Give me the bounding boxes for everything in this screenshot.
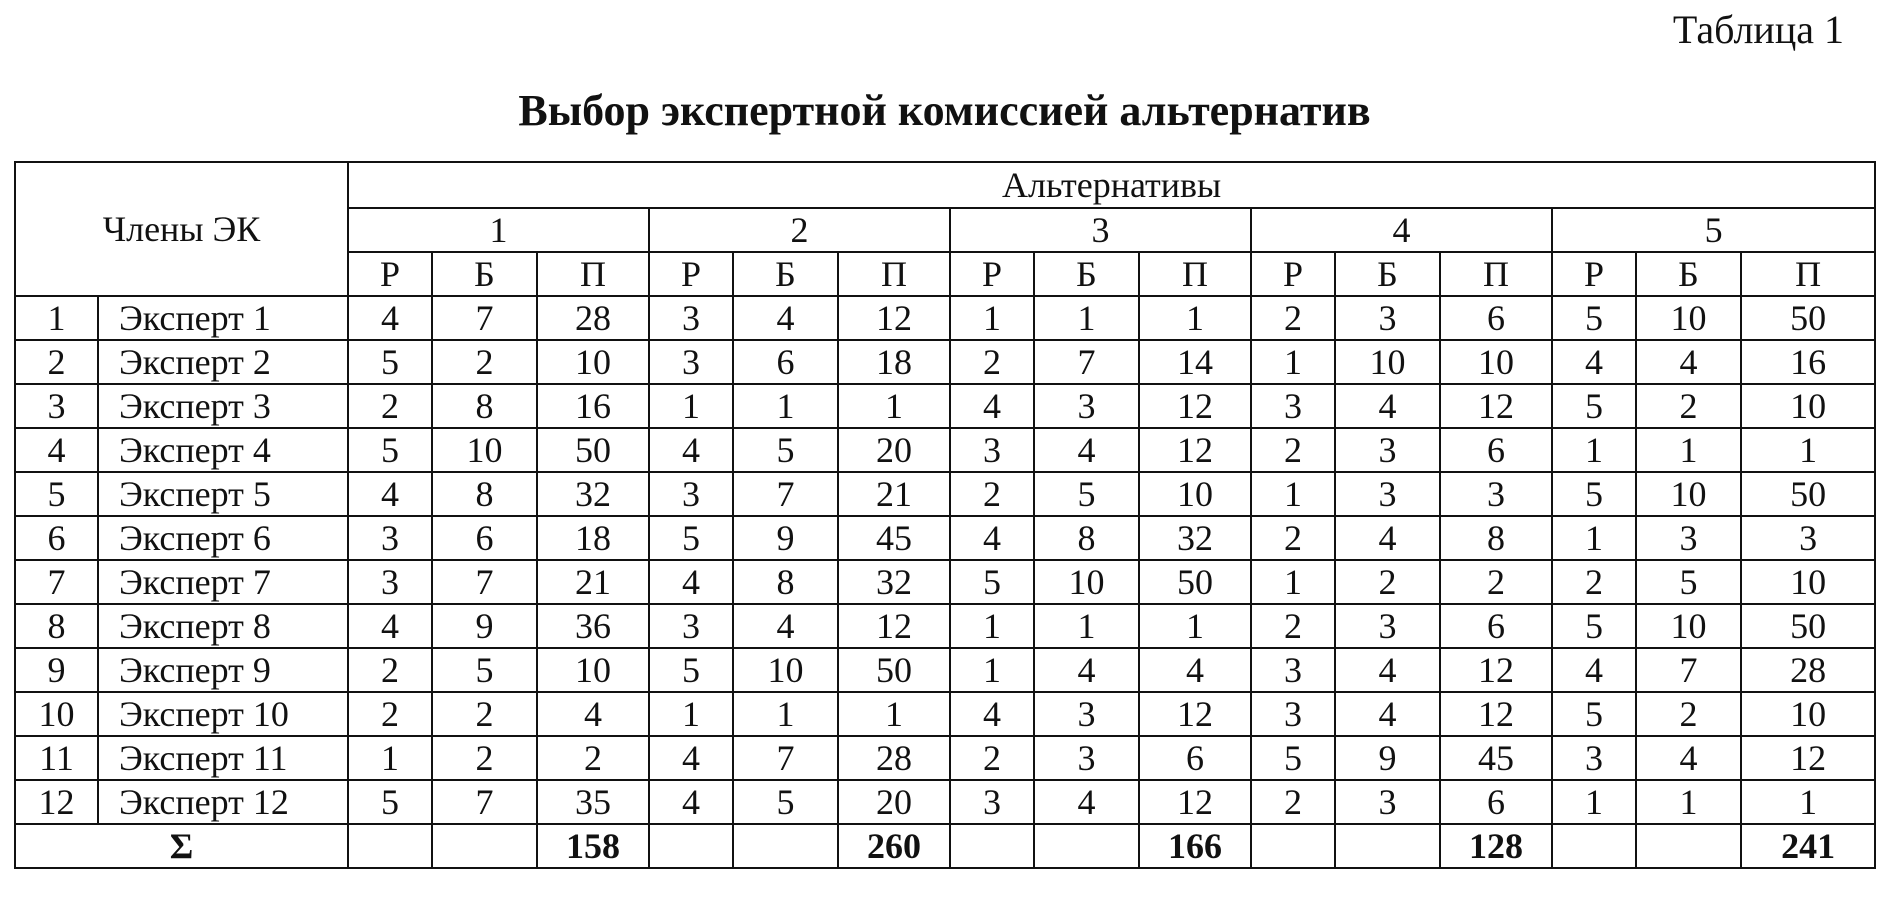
sum-total-cell: 166 [1139, 824, 1251, 868]
value-cell: 8 [1440, 516, 1552, 560]
value-cell: 10 [1636, 604, 1741, 648]
value-cell: 4 [1335, 692, 1440, 736]
table-row [15, 560, 1875, 604]
value-cell: 3 [1552, 736, 1636, 780]
alternative-number-header: 4 [1251, 208, 1552, 252]
value-cell: 4 [649, 736, 733, 780]
expert-alternatives-table [14, 161, 1876, 869]
value-cell: 1 [1034, 604, 1139, 648]
table-row [15, 516, 1875, 560]
sub-column-header: П [838, 252, 950, 296]
sub-column-header: Р [1552, 252, 1636, 296]
value-cell: 5 [1552, 384, 1636, 428]
value-cell: 3 [1034, 692, 1139, 736]
value-cell: 3 [1335, 472, 1440, 516]
table-row [15, 384, 1875, 428]
value-cell: 3 [1335, 428, 1440, 472]
value-cell: 4 [348, 296, 432, 340]
value-cell: 1 [950, 648, 1034, 692]
alternatives-header: Альтернативы [348, 162, 1875, 208]
value-cell: 5 [348, 780, 432, 824]
value-cell: 2 [1636, 384, 1741, 428]
value-cell: 14 [1139, 340, 1251, 384]
sub-column-header: Б [1335, 252, 1440, 296]
value-cell: 1 [649, 384, 733, 428]
sum-empty-cell [1636, 824, 1741, 868]
sum-total-cell: 158 [537, 824, 649, 868]
value-cell: 50 [1741, 296, 1875, 340]
value-cell: 1 [1552, 516, 1636, 560]
value-cell: 12 [1440, 692, 1552, 736]
value-cell: 5 [1552, 472, 1636, 516]
value-cell: 5 [1552, 296, 1636, 340]
value-cell: 5 [1636, 560, 1741, 604]
value-cell: 4 [1034, 428, 1139, 472]
sum-empty-cell [733, 824, 838, 868]
value-cell: 3 [950, 428, 1034, 472]
value-cell: 45 [838, 516, 950, 560]
sub-column-header: Р [950, 252, 1034, 296]
value-cell: 4 [649, 780, 733, 824]
table-row [15, 648, 1875, 692]
sub-column-header: Б [432, 252, 537, 296]
value-cell: 2 [1636, 692, 1741, 736]
value-cell: 7 [733, 736, 838, 780]
value-cell: 1 [838, 384, 950, 428]
value-cell: 6 [1139, 736, 1251, 780]
value-cell: 6 [432, 516, 537, 560]
value-cell: 3 [950, 780, 1034, 824]
table-row [15, 692, 1875, 736]
value-cell: 4 [348, 604, 432, 648]
value-cell: 1 [1139, 296, 1251, 340]
value-cell: 3 [1251, 648, 1335, 692]
sum-empty-cell [432, 824, 537, 868]
value-cell: 2 [1251, 604, 1335, 648]
sub-column-header: П [1741, 252, 1875, 296]
row-number-cell: 12 [15, 780, 98, 824]
value-cell: 3 [1034, 736, 1139, 780]
expert-name-cell: Эксперт 11 [98, 736, 348, 780]
value-cell: 36 [537, 604, 649, 648]
value-cell: 3 [1034, 384, 1139, 428]
table-row [15, 604, 1875, 648]
sub-column-header: Р [348, 252, 432, 296]
sum-empty-cell [1552, 824, 1636, 868]
value-cell: 1 [1552, 428, 1636, 472]
expert-name-cell: Эксперт 9 [98, 648, 348, 692]
value-cell: 5 [1034, 472, 1139, 516]
table-row [15, 340, 1875, 384]
table-row [15, 780, 1875, 824]
value-cell: 6 [1440, 780, 1552, 824]
expert-name-cell: Эксперт 8 [98, 604, 348, 648]
value-cell: 10 [537, 340, 649, 384]
value-cell: 16 [537, 384, 649, 428]
value-cell: 3 [1636, 516, 1741, 560]
value-cell: 6 [1440, 428, 1552, 472]
row-number-cell: 5 [15, 472, 98, 516]
value-cell: 50 [1139, 560, 1251, 604]
value-cell: 5 [1251, 736, 1335, 780]
value-cell: 3 [1251, 692, 1335, 736]
sum-empty-cell [649, 824, 733, 868]
value-cell: 4 [733, 296, 838, 340]
sub-column-header: П [537, 252, 649, 296]
value-cell: 3 [1251, 384, 1335, 428]
sum-total-cell: 260 [838, 824, 950, 868]
value-cell: 2 [432, 340, 537, 384]
value-cell: 5 [1552, 604, 1636, 648]
value-cell: 4 [1335, 648, 1440, 692]
alternative-number-header: 3 [950, 208, 1251, 252]
table-row [15, 736, 1875, 780]
sub-column-header: Р [1251, 252, 1335, 296]
value-cell: 16 [1741, 340, 1875, 384]
expert-name-cell: Эксперт 5 [98, 472, 348, 516]
value-cell: 9 [432, 604, 537, 648]
value-cell: 3 [1741, 516, 1875, 560]
sub-column-header: Б [1034, 252, 1139, 296]
value-cell: 2 [1251, 428, 1335, 472]
value-cell: 4 [1139, 648, 1251, 692]
value-cell: 12 [1741, 736, 1875, 780]
value-cell: 1 [1251, 472, 1335, 516]
value-cell: 3 [1335, 296, 1440, 340]
value-cell: 6 [733, 340, 838, 384]
value-cell: 5 [649, 516, 733, 560]
table-body [15, 162, 1875, 868]
value-cell: 5 [348, 428, 432, 472]
value-cell: 12 [838, 604, 950, 648]
table-row [15, 428, 1875, 472]
value-cell: 2 [950, 472, 1034, 516]
value-cell: 7 [432, 560, 537, 604]
expert-name-cell: Эксперт 6 [98, 516, 348, 560]
value-cell: 10 [432, 428, 537, 472]
value-cell: 28 [838, 736, 950, 780]
value-cell: 3 [1335, 780, 1440, 824]
sum-empty-cell [950, 824, 1034, 868]
value-cell: 1 [1552, 780, 1636, 824]
header-row-alternatives [15, 162, 1875, 208]
row-number-cell: 8 [15, 604, 98, 648]
value-cell: 1 [733, 692, 838, 736]
sub-column-header: Б [1636, 252, 1741, 296]
value-cell: 1 [1251, 340, 1335, 384]
expert-name-cell: Эксперт 7 [98, 560, 348, 604]
value-cell: 4 [1552, 340, 1636, 384]
value-cell: 10 [1034, 560, 1139, 604]
value-cell: 10 [733, 648, 838, 692]
value-cell: 2 [950, 736, 1034, 780]
row-number-cell: 1 [15, 296, 98, 340]
row-number-cell: 7 [15, 560, 98, 604]
value-cell: 5 [733, 780, 838, 824]
sum-empty-cell [1251, 824, 1335, 868]
value-cell: 20 [838, 780, 950, 824]
value-cell: 4 [649, 428, 733, 472]
sum-label-cell: Σ [15, 824, 348, 868]
alternative-number-header: 2 [649, 208, 950, 252]
value-cell: 10 [1741, 560, 1875, 604]
value-cell: 12 [1139, 692, 1251, 736]
value-cell: 21 [838, 472, 950, 516]
value-cell: 50 [537, 428, 649, 472]
value-cell: 1 [950, 296, 1034, 340]
value-cell: 10 [1636, 472, 1741, 516]
value-cell: 4 [950, 516, 1034, 560]
value-cell: 2 [348, 648, 432, 692]
expert-name-cell: Эксперт 1 [98, 296, 348, 340]
value-cell: 2 [1552, 560, 1636, 604]
value-cell: 50 [1741, 604, 1875, 648]
value-cell: 10 [1741, 692, 1875, 736]
value-cell: 45 [1440, 736, 1552, 780]
value-cell: 10 [1139, 472, 1251, 516]
value-cell: 8 [1034, 516, 1139, 560]
value-cell: 32 [537, 472, 649, 516]
value-cell: 3 [348, 560, 432, 604]
value-cell: 1 [838, 692, 950, 736]
value-cell: 12 [1139, 384, 1251, 428]
value-cell: 2 [348, 692, 432, 736]
value-cell: 2 [1335, 560, 1440, 604]
row-number-cell: 9 [15, 648, 98, 692]
value-cell: 4 [1636, 736, 1741, 780]
value-cell: 50 [1741, 472, 1875, 516]
document-title: Выбор экспертной комиссией альтернатив [518, 86, 1371, 135]
value-cell: 35 [537, 780, 649, 824]
value-cell: 7 [432, 780, 537, 824]
value-cell: 1 [1139, 604, 1251, 648]
expert-name-cell: Эксперт 10 [98, 692, 348, 736]
value-cell: 20 [838, 428, 950, 472]
value-cell: 32 [1139, 516, 1251, 560]
table-row [15, 296, 1875, 340]
value-cell: 1 [1034, 296, 1139, 340]
value-cell: 8 [432, 472, 537, 516]
row-number-cell: 10 [15, 692, 98, 736]
value-cell: 1 [1251, 560, 1335, 604]
value-cell: 7 [1636, 648, 1741, 692]
sum-empty-cell [348, 824, 432, 868]
value-cell: 1 [1636, 780, 1741, 824]
value-cell: 5 [1552, 692, 1636, 736]
value-cell: 4 [950, 384, 1034, 428]
value-cell: 3 [1440, 472, 1552, 516]
value-cell: 1 [1636, 428, 1741, 472]
value-cell: 9 [733, 516, 838, 560]
value-cell: 1 [1741, 428, 1875, 472]
sub-column-header: Б [733, 252, 838, 296]
value-cell: 8 [432, 384, 537, 428]
sub-column-header: Р [649, 252, 733, 296]
table-number: Таблица 1 [1672, 7, 1844, 52]
value-cell: 12 [1440, 648, 1552, 692]
row-number-cell: 4 [15, 428, 98, 472]
value-cell: 12 [1440, 384, 1552, 428]
row-number-cell: 11 [15, 736, 98, 780]
value-cell: 12 [1139, 428, 1251, 472]
value-cell: 18 [537, 516, 649, 560]
value-cell: 4 [649, 560, 733, 604]
value-cell: 2 [1251, 516, 1335, 560]
expert-name-cell: Эксперт 4 [98, 428, 348, 472]
value-cell: 4 [348, 472, 432, 516]
value-cell: 10 [1741, 384, 1875, 428]
value-cell: 4 [1335, 516, 1440, 560]
value-cell: 2 [950, 340, 1034, 384]
row-number-cell: 6 [15, 516, 98, 560]
value-cell: 4 [1335, 384, 1440, 428]
value-cell: 5 [733, 428, 838, 472]
value-cell: 7 [1034, 340, 1139, 384]
value-cell: 4 [950, 692, 1034, 736]
expert-name-cell: Эксперт 12 [98, 780, 348, 824]
sum-total-cell: 241 [1741, 824, 1875, 868]
value-cell: 9 [1335, 736, 1440, 780]
value-cell: 10 [1335, 340, 1440, 384]
value-cell: 10 [1636, 296, 1741, 340]
value-cell: 5 [649, 648, 733, 692]
members-header: Члены ЭК [15, 162, 348, 296]
sum-empty-cell [1034, 824, 1139, 868]
value-cell: 2 [1440, 560, 1552, 604]
value-cell: 3 [348, 516, 432, 560]
sub-column-header: П [1440, 252, 1552, 296]
value-cell: 4 [1034, 648, 1139, 692]
value-cell: 21 [537, 560, 649, 604]
value-cell: 3 [649, 472, 733, 516]
value-cell: 4 [1552, 648, 1636, 692]
value-cell: 4 [537, 692, 649, 736]
sum-empty-cell [1335, 824, 1440, 868]
alternative-number-header: 5 [1552, 208, 1875, 252]
value-cell: 1 [1741, 780, 1875, 824]
expert-name-cell: Эксперт 2 [98, 340, 348, 384]
value-cell: 5 [432, 648, 537, 692]
value-cell: 10 [537, 648, 649, 692]
value-cell: 2 [432, 692, 537, 736]
value-cell: 2 [348, 384, 432, 428]
value-cell: 32 [838, 560, 950, 604]
value-cell: 7 [432, 296, 537, 340]
value-cell: 1 [649, 692, 733, 736]
value-cell: 18 [838, 340, 950, 384]
value-cell: 28 [1741, 648, 1875, 692]
value-cell: 2 [1251, 780, 1335, 824]
value-cell: 6 [1440, 604, 1552, 648]
table-row [15, 472, 1875, 516]
row-number-cell: 3 [15, 384, 98, 428]
value-cell: 4 [1636, 340, 1741, 384]
value-cell: 1 [733, 384, 838, 428]
value-cell: 3 [649, 340, 733, 384]
row-number-cell: 2 [15, 340, 98, 384]
value-cell: 2 [432, 736, 537, 780]
alternative-number-header: 1 [348, 208, 649, 252]
value-cell: 5 [950, 560, 1034, 604]
value-cell: 50 [838, 648, 950, 692]
value-cell: 1 [348, 736, 432, 780]
value-cell: 28 [537, 296, 649, 340]
value-cell: 6 [1440, 296, 1552, 340]
value-cell: 3 [1335, 604, 1440, 648]
value-cell: 12 [1139, 780, 1251, 824]
sum-row [15, 824, 1875, 868]
value-cell: 2 [1251, 296, 1335, 340]
expert-name-cell: Эксперт 3 [98, 384, 348, 428]
value-cell: 3 [649, 604, 733, 648]
value-cell: 2 [537, 736, 649, 780]
value-cell: 1 [950, 604, 1034, 648]
sub-column-header: П [1139, 252, 1251, 296]
value-cell: 4 [1034, 780, 1139, 824]
value-cell: 12 [838, 296, 950, 340]
value-cell: 3 [649, 296, 733, 340]
value-cell: 4 [733, 604, 838, 648]
value-cell: 7 [733, 472, 838, 516]
sum-total-cell: 128 [1440, 824, 1552, 868]
value-cell: 10 [1440, 340, 1552, 384]
value-cell: 8 [733, 560, 838, 604]
value-cell: 5 [348, 340, 432, 384]
